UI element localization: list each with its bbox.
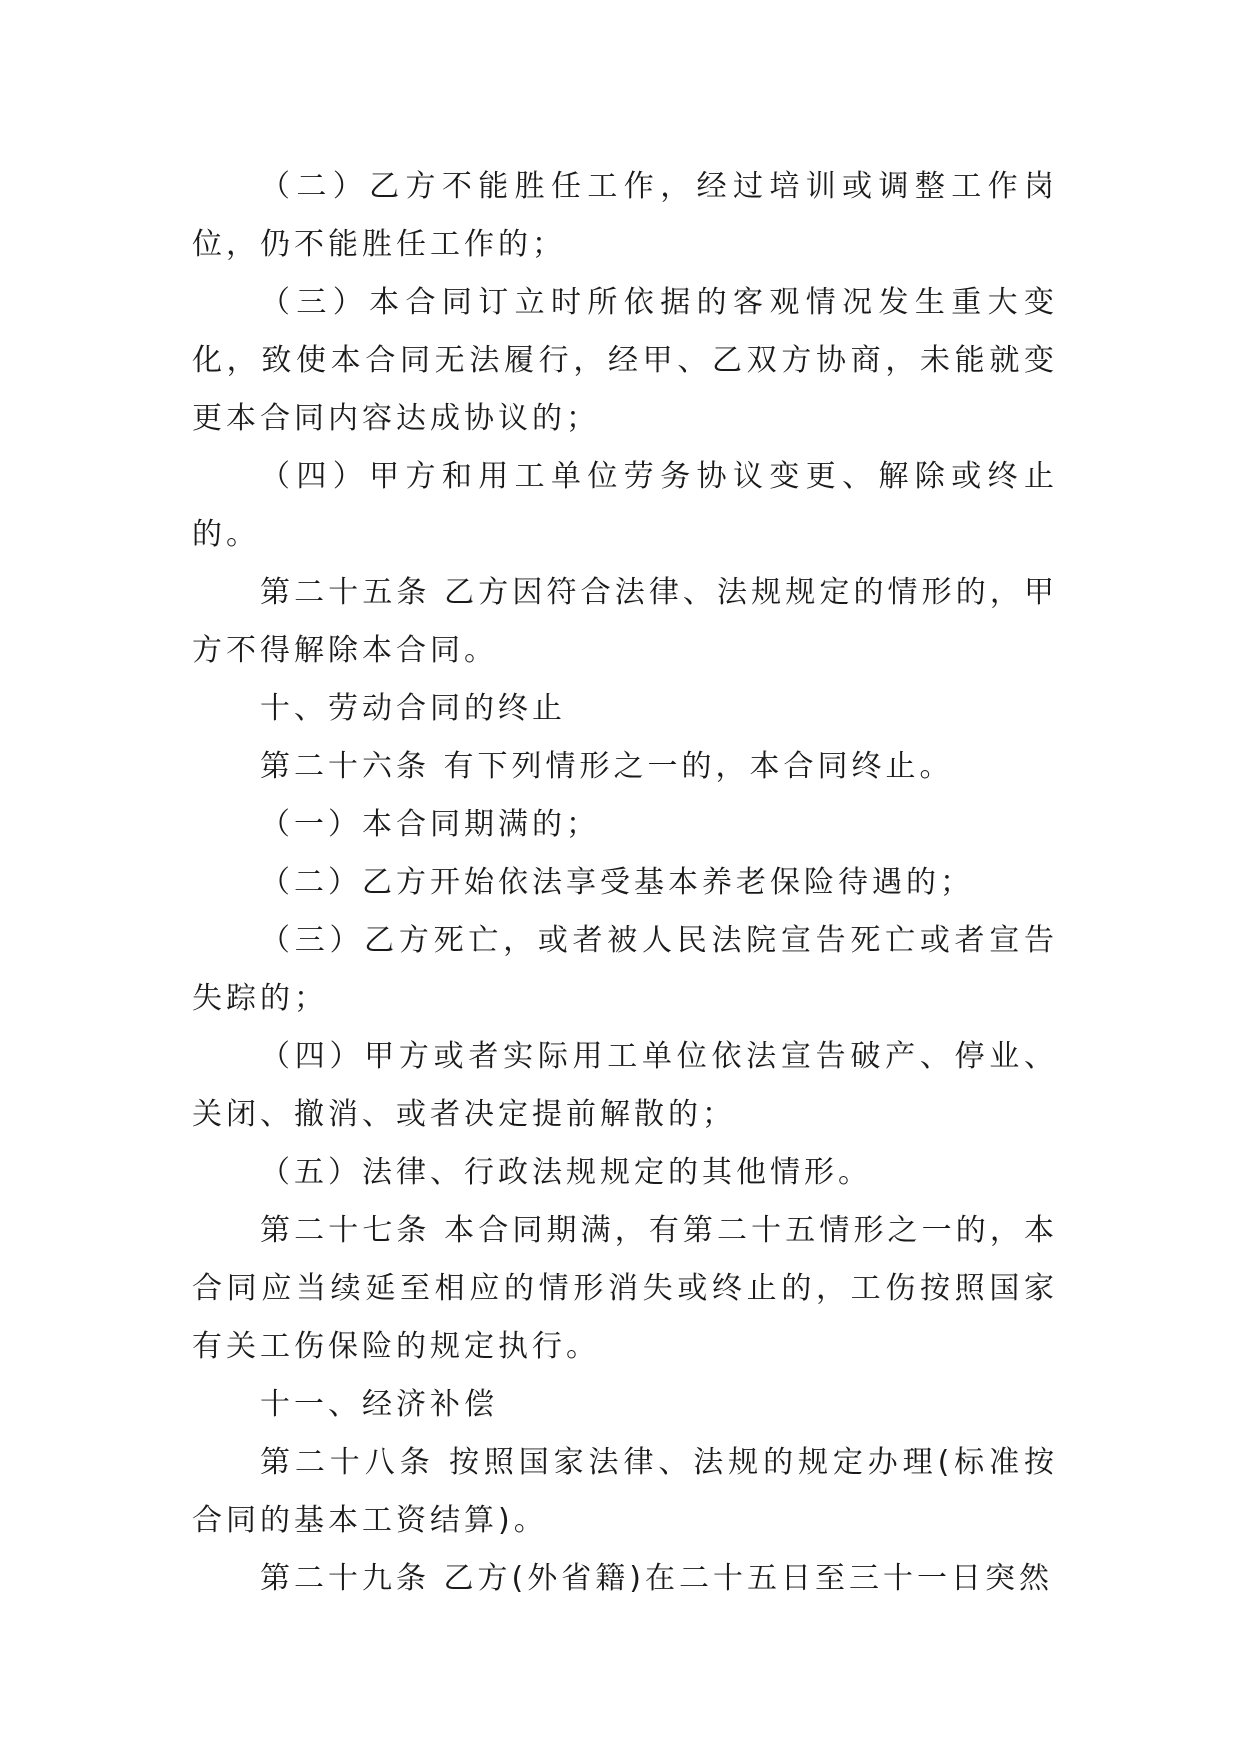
document-body	[192, 158, 1058, 1608]
paragraph-clause-4: （四）甲方和用工单位劳务协议变更、解除或终止的。	[192, 459, 1058, 552]
paragraph-item-5: （五）法律、行政法规规定的其他情形。	[260, 1155, 872, 1190]
paragraph-clause-2: （二）乙方不能胜任工作，经过培训或调整工作岗位，仍不能胜任工作的；	[192, 169, 1058, 262]
paragraph-item-3: （三）乙方死亡，或者被人民法院宣告死亡或者宣告失踪的；	[192, 923, 1058, 1016]
paragraph-clause-3: （三）本合同订立时所依据的客观情况发生重大变化，致使本合同无法履行，经甲、乙双方协商，未能就变更本合同内容达成协议的；	[192, 285, 1058, 436]
paragraph-article-25: 第二十五条 乙方因符合法律、法规规定的情形的，甲方不得解除本合同。	[192, 575, 1058, 668]
paragraph-item-4: （四）甲方或者实际用工单位依法宣告破产、停业、关闭、撤消、或者决定提前解散的；	[192, 1039, 1058, 1132]
section-heading-compensation: 十一、经济补偿	[260, 1387, 498, 1422]
paragraph-item-2: （二）乙方开始依法享受基本养老保险待遇的；	[260, 865, 974, 900]
paragraph-item-1: （一）本合同期满的；	[260, 807, 600, 842]
paragraph-article-26: 第二十六条 有下列情形之一的，本合同终止。	[260, 749, 954, 784]
section-heading-termination: 十、劳动合同的终止	[260, 691, 566, 726]
paragraph-article-27: 第二十七条 本合同期满，有第二十五情形之一的，本合同应当续延至相应的情形消失或终止的，工伤按照国家有关工伤保险的规定执行。	[192, 1213, 1058, 1364]
paragraph-article-28: 第二十八条 按照国家法律、法规的规定办理(标准按合同的基本工资结算)。	[192, 1445, 1058, 1538]
paragraph-article-29: 第二十九条 乙方(外省籍)在二十五日至三十一日突然	[260, 1561, 1053, 1596]
